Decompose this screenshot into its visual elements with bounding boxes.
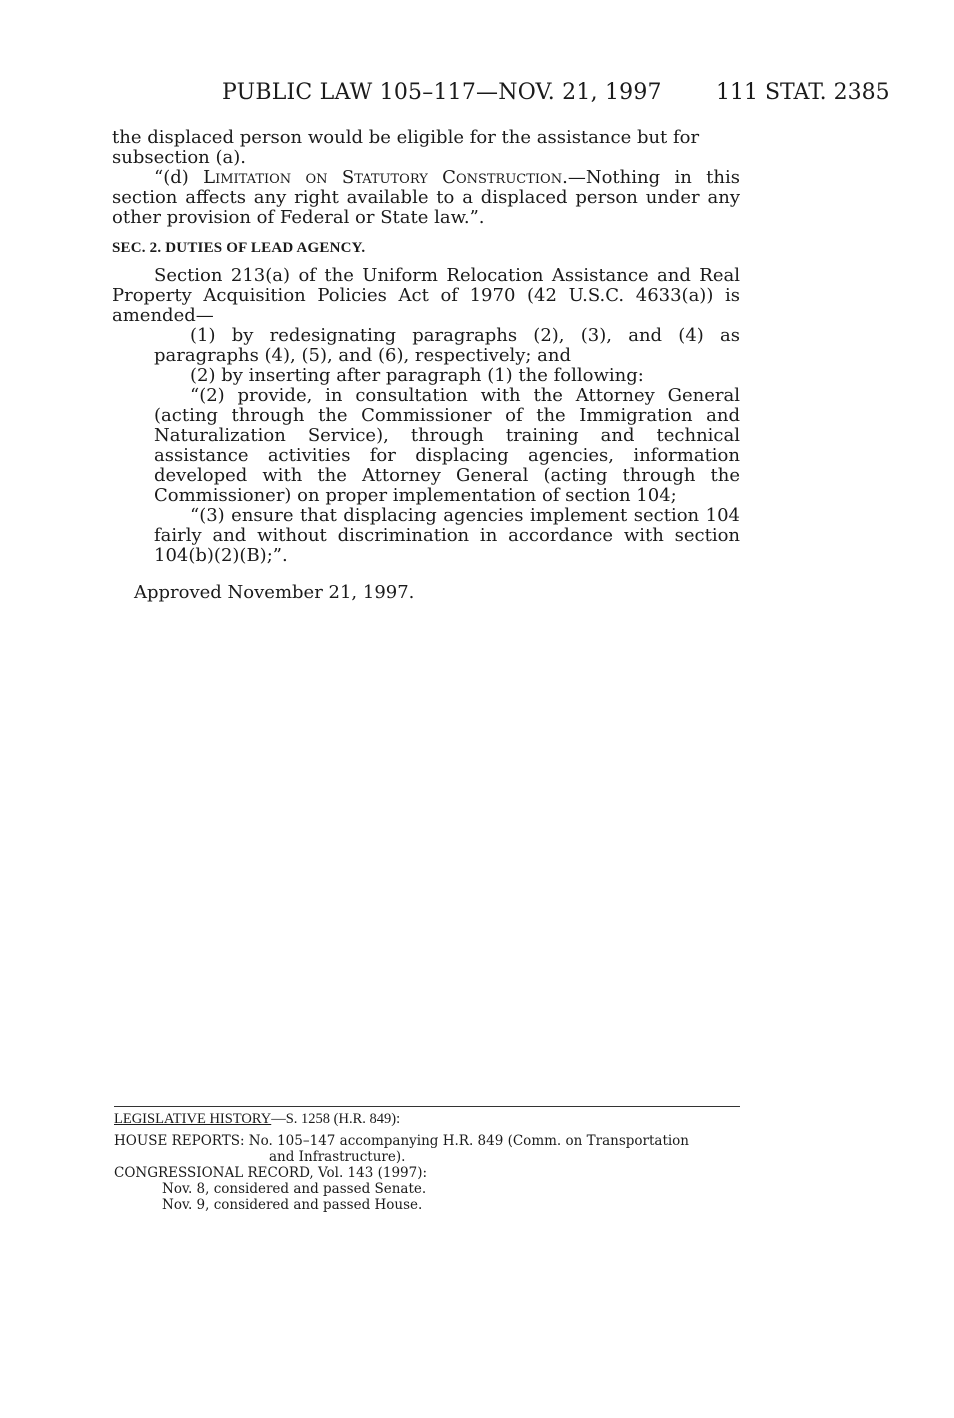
statute-page-number: 111 STAT. 2385 — [716, 80, 890, 105]
limitation-paragraph — [112, 168, 740, 228]
continued-line-1: the displaced person would be eligible for the assistance but for — [112, 127, 700, 148]
inserted-paragraph-2: “(2) provide, in consultation with the Attorney General (acting through the Commissioner of the Immigration and Naturalization Service), through training and technical assistance activities for displacing agencies, information developed with the Attorney General (acting through the Commissioner) on proper implementation of section 104; — [154, 385, 740, 506]
approval-date: Approved November 21, 1997. — [134, 582, 415, 603]
amendment-item-1: (1) by redesignating paragraphs (2), (3), and (4) as paragraphs (4), (5), and (6), respectively; and — [154, 325, 740, 366]
inserted-paragraph-3: “(3) ensure that displacing agencies implement section 104 fairly and without discrimination in accordance with section 104(b)(2)(B);”. — [154, 505, 740, 566]
continued-line-2: subsection (a). — [112, 147, 246, 168]
house-reports-line-2: and Infrastructure). — [269, 1149, 406, 1165]
legislative-history-bills: —S. 1258 (H.R. 849): — [271, 1111, 401, 1127]
house-reports-line-1: HOUSE REPORTS: No. 105–147 accompanying H.R. 849 (Comm. on Transportation — [114, 1133, 690, 1149]
section-heading: SEC. 2. DUTIES OF LEAD AGENCY. — [112, 240, 366, 256]
amendment-item-2: (2) by inserting after paragraph (1) the following: — [190, 365, 644, 386]
running-head-title: PUBLIC LAW 105–117—NOV. 21, 1997 — [222, 80, 662, 105]
legislative-history-label: LEGISLATIVE HISTORY — [114, 1111, 272, 1127]
page-header — [0, 80, 954, 110]
limitation-text: —Nothing in this section affects any right available to a displaced person under any other provision of Federal or State law.”. — [112, 167, 740, 228]
footnote-rule — [114, 1106, 740, 1107]
legislative-history — [114, 1106, 740, 1213]
limitation-open: “(d) — [154, 167, 204, 188]
congressional-record: CONGRESSIONAL RECORD, Vol. 143 (1997): — [114, 1165, 428, 1181]
legislative-history-heading — [114, 1111, 740, 1127]
record-entry-senate: Nov. 8, considered and passed Senate. — [162, 1181, 427, 1197]
body-text — [112, 128, 740, 566]
limitation-heading: Limitation on Statutory Construction. — [203, 167, 568, 188]
continued-line — [112, 128, 740, 168]
section-intro: Section 213(a) of the Uniform Relocation Assistance and Real Property Acquisition Policies Act of 1970 (42 U.S.C. 4633(a)) is amended— — [112, 265, 740, 326]
record-entry-house: Nov. 9, considered and passed House. — [162, 1197, 423, 1213]
